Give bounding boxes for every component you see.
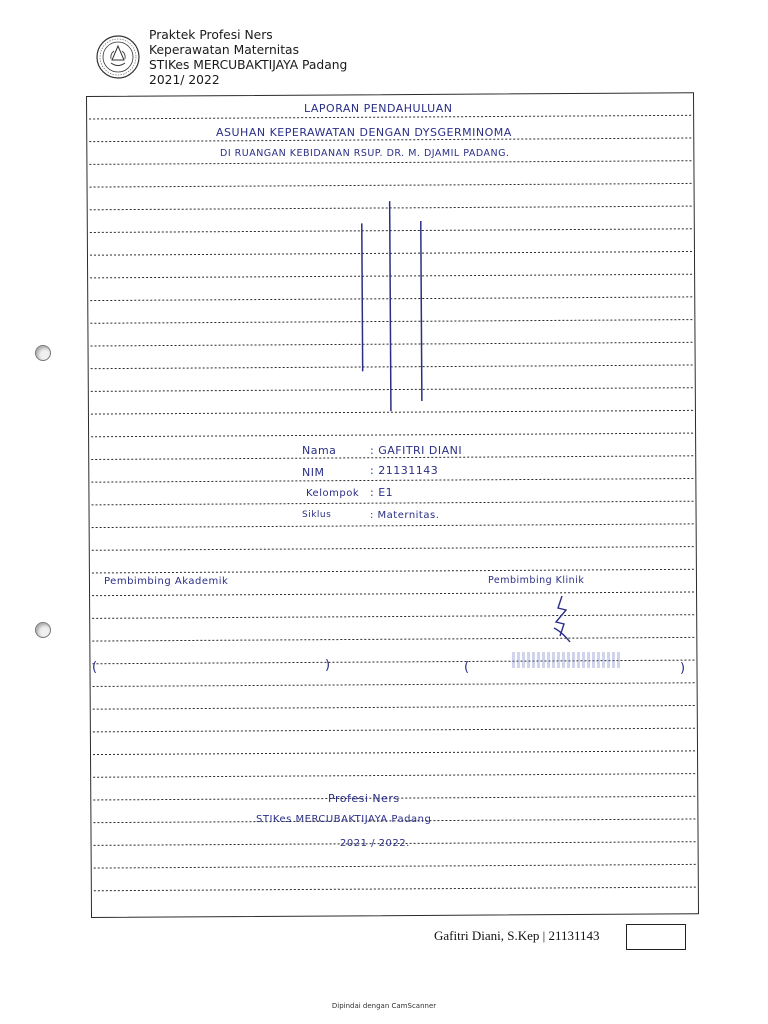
cycle-value: : Maternitas. [370, 510, 440, 521]
header [95, 28, 475, 98]
ruled-line [94, 887, 696, 891]
ruled-line [93, 683, 695, 687]
clinical-supervisor-label: Pembimbing Klinik [488, 575, 585, 586]
clinical-supervisor-signature [540, 592, 580, 652]
punch-hole-bottom [35, 622, 51, 638]
right-open-paren: ( [464, 660, 470, 675]
scanner-watermark: Dipindai dengan CamScanner [331, 1002, 437, 1010]
ruled-line [93, 774, 695, 778]
ruled-line [91, 410, 693, 414]
footer-signature: Gafitri Diani, S.Kep | 21131143 [434, 928, 600, 943]
ruled-line [90, 229, 692, 233]
ruled-line [91, 478, 693, 482]
ruled-line [91, 388, 693, 392]
ruled-line [92, 569, 694, 573]
report-title-line1: LAPORAN PENDAHULUAN [304, 102, 453, 115]
ruled-line [91, 365, 693, 369]
academic-supervisor-label: Pembimbing Akademik [104, 576, 229, 587]
institution-logo-icon [95, 34, 141, 80]
clinical-stamp-icon [512, 652, 620, 668]
report-title-line3: DI RUANGAN KEBIDANAN RSUP. DR. M. DJAMIL PADANG. [220, 148, 510, 159]
ruled-line [92, 637, 694, 641]
ruled-line [90, 320, 692, 324]
ruled-line [93, 751, 695, 755]
footer-stamp-box [626, 924, 686, 950]
cycle-label: Siklus [302, 510, 332, 520]
group-value: : E1 [370, 486, 394, 499]
closing-line2: STIKes MERCUBAKTIJAYA Padang [256, 814, 432, 825]
name-value: : GAFITRI DIANI [370, 444, 463, 457]
title-decoration-line-left [362, 223, 363, 371]
left-open-paren: ( [92, 660, 98, 675]
ruled-line [90, 206, 692, 210]
group-label: Kelompok [306, 488, 360, 499]
header-text [149, 28, 347, 88]
header-program: Praktek Profesi Ners [149, 28, 273, 42]
nim-value: : 21131143 [370, 464, 439, 477]
ruled-line [90, 297, 692, 301]
ruled-line [94, 864, 696, 868]
header-year: 2021/ 2022 [149, 73, 220, 87]
header-department: Keperawatan Maternitas [149, 43, 299, 57]
ruled-line [92, 592, 694, 596]
ruled-line [90, 252, 692, 256]
ruled-line [91, 433, 693, 437]
ruled-line [90, 183, 692, 187]
ruled-line [92, 524, 694, 528]
ruled-line [91, 342, 693, 346]
left-close-paren: ) [325, 658, 331, 673]
header-institution: STIKes MERCUBAKTIJAYA Padang [149, 58, 348, 72]
punch-hole-top [35, 345, 51, 361]
ruled-line [92, 547, 694, 551]
ruled-line [93, 728, 695, 732]
ruled-line [89, 115, 691, 119]
ruled-line [90, 274, 692, 278]
ruled-line [91, 501, 693, 505]
closing-line1: Profesi Ners [328, 792, 400, 805]
title-decoration-line-right [421, 221, 422, 401]
ruled-line [92, 615, 694, 619]
nim-label: NIM [302, 466, 325, 479]
report-title-line2: ASUHAN KEPERAWATAN DENGAN DYSGERMINOMA [216, 126, 512, 139]
right-close-paren: ) [680, 661, 686, 676]
name-label: Nama [302, 444, 337, 457]
title-decoration-line-center [390, 201, 391, 411]
ruled-line [89, 161, 691, 165]
ruled-line [93, 705, 695, 709]
closing-line3: 2021 / 2022. [340, 838, 410, 849]
